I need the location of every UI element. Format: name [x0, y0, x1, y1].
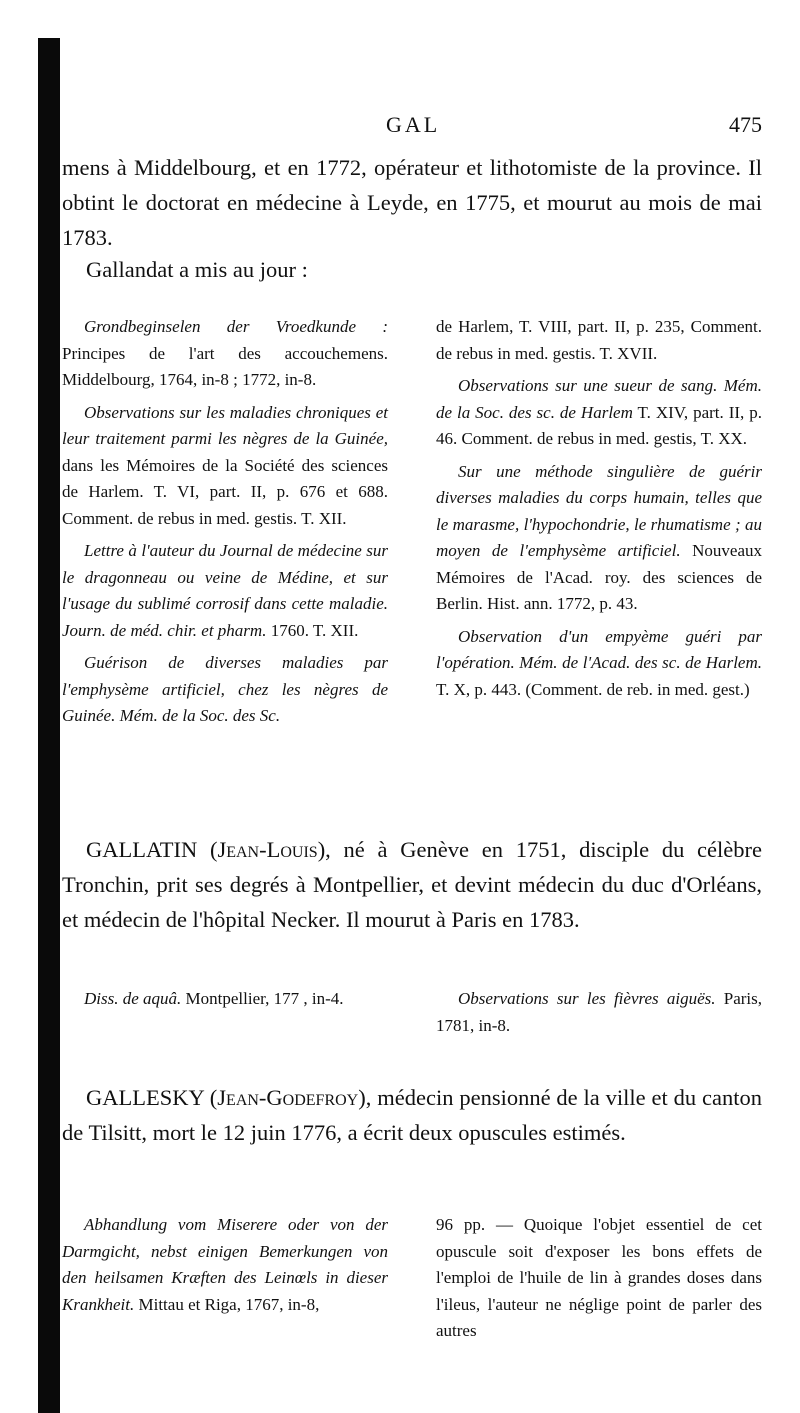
works-column-right — [436, 986, 762, 1045]
bibliography-entry: Observations sur les maladies chroniques et leur traitement parmi les nègres de la Guinée, dans les Mémoires de la Société des sciences de Harlem. T. VI, part. II, p. 676 et 688. Comment. de rebus in med. gestis. T. XII. — [62, 402, 388, 528]
page-number: 475 — [729, 112, 762, 137]
works-column-right — [436, 1212, 762, 1351]
works-column-left — [62, 1212, 388, 1351]
gallesky-entry — [62, 1080, 762, 1150]
works-column-left — [62, 314, 388, 736]
page-header — [62, 112, 762, 152]
gallandat-intro: Gallandat a mis au jour : — [86, 257, 308, 282]
bibliography-entry: Sur une méthode singulière de guérir diverses maladies du corps humain, telles que le marasme, l'hypochondrie, le rhumatisme ; au moyen de l'emphysème artificiel. Nouveaux Mémoires de l'Acad. roy. des sciences de Berlin. Hist. ann. 1772, p. 43. — [436, 461, 762, 613]
works-column-left — [62, 986, 388, 1045]
bibliography-entry: Observations sur une sueur de sang. Mém. de la Soc. des sc. de Harlem T. XIV, part. II, p. 46. Comment. de rebus in med. gestis, T. XX. — [436, 376, 763, 448]
gallatin-name: GALLATIN — [86, 837, 198, 862]
gallesky-biography: médecin pensionné de la ville et du canton de Tilsitt, mort le 12 juin 1776, a écrit deux opuscules estimés. — [62, 1085, 763, 1145]
bibliography-entry: Observations sur les fièvres aiguës. Paris, 1781, in-8. — [436, 989, 762, 1035]
bibliography-entry: de Harlem, T. VIII, part. II, p. 235, Comment. de rebus in med. gestis. T. XVII. — [436, 317, 762, 363]
bibliography-entry: 96 pp. — Quoique l'objet essentiel de cet opuscule soit d'exposer les bons effets de l'emploi de l'huile de lin à grandes doses dans l'ileus, l'auteur ne néglige point de parler des autres — [436, 1215, 762, 1340]
bibliography-entry: Grondbeginselen der Vroedkunde : Principes de l'art des accouchemens. Middelbourg, 1764, in-8 ; 1772, in-8. — [62, 317, 388, 389]
gallatin-given-names: (Jean-Louis), — [209, 837, 331, 862]
bibliography-entry: Guérison de diverses maladies par l'emphysème artificiel, chez les nègres de Guinée. Mém. de la Soc. des Sc. — [62, 653, 388, 725]
bibliography-entry: Diss. de aquâ. Montpellier, 177 , in-4. — [84, 989, 344, 1008]
binding-edge — [38, 38, 60, 1413]
bibliography-entry: Observation d'un empyème guéri par l'opération. Mém. de l'Acad. des sc. de Harlem. T. X, p. 443. (Comment. de reb. in med. gest.) — [436, 626, 762, 699]
bibliography-entry: Lettre à l'auteur du Journal de médecine sur le dragonneau ou veine de Médine, et sur l'usage du sublimé corrosif dans cette maladie. Journ. de méd. chir. et pharm. 1760. T. XII. — [62, 541, 388, 640]
gallatin-entry — [62, 832, 762, 937]
gallatin-works — [62, 986, 762, 1045]
running-head: GAL — [386, 112, 441, 137]
gallesky-name: GALLESKY — [86, 1085, 204, 1110]
works-column-right — [436, 314, 762, 736]
book-page — [62, 0, 762, 1413]
gallandat-works — [62, 314, 762, 736]
bibliography-entry: Abhandlung vom Miserere oder von der Darmgicht, nebst einigen Bemerkungen von den heilsamen Kræften des Leinœls in dieser Krankheit. Mittau et Riga, 1767, in-8, — [62, 1215, 388, 1314]
gallatin-biography: né à Genève en 1751, disciple du célèbre Tronchin, prit ses degrés à Montpellier, et devint médecin du duc d'Orléans, et médecin de l'hôpital Necker. Il mourut à Paris en 1783. — [62, 837, 763, 932]
gallandat-paragraph: mens à Middelbourg, et en 1772, opérateur et lithotomiste de la province. Il obtint le doctorat en médecine à Leyde, en 1775, et mourut au mois de mai 1783. — [62, 155, 762, 250]
gallesky-works — [62, 1212, 762, 1351]
gallesky-given-names: (Jean-Godefroy), — [209, 1085, 372, 1110]
